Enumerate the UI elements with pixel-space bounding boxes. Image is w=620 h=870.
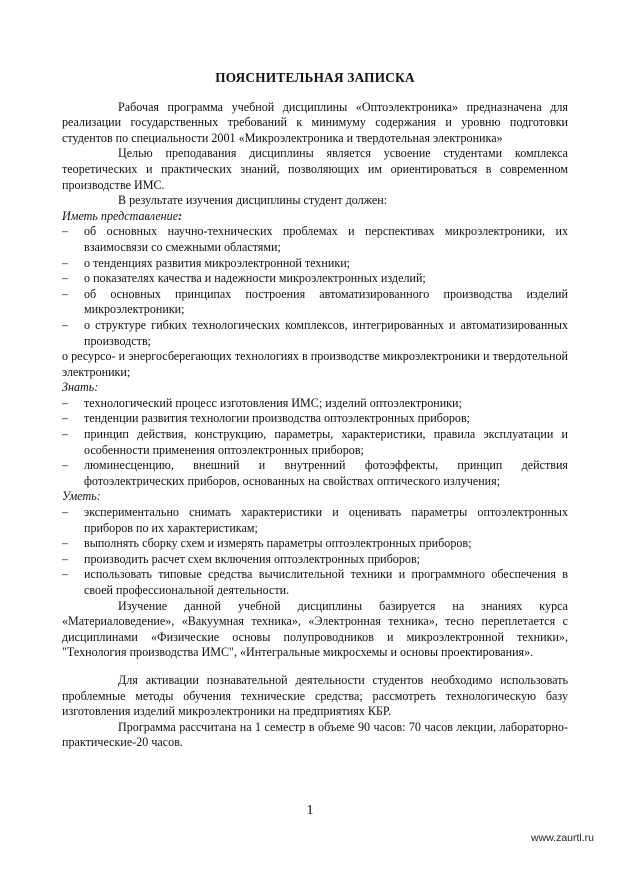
list-item: – об основных научно-технических проблемах и перспективах микроэлектроники, их взаимосвязи со смежными областями; xyxy=(62,224,568,254)
intro-paragraph-result: В результате изучения дисциплины студент должен: xyxy=(118,193,388,208)
list-item: – технологический процесс изготовления ИМС; изделий оптоэлектроники; xyxy=(62,395,462,410)
skills-list xyxy=(62,505,568,599)
page-number: 1 xyxy=(306,803,314,818)
list-item: – выполнять сборку схем и измерять параметры оптоэлектронных приборов; xyxy=(62,536,472,551)
outro-paragraph-methods: Для активации познавательной деятельности студентов необходимо использовать проблемные методы обучения технические средства; рассмотреть технологическую базу изготовления изделий микроэлектроники на предприятиях КБР. xyxy=(62,672,568,719)
list-item: – о показателях качества и надежности микроэлектронных изделий; xyxy=(62,271,426,286)
list-item: – экспериментально снимать характеристики и оценивать параметры оптоэлектронных приборов по их характеристикам; xyxy=(62,505,568,535)
list-item: – производить расчет схем включения оптоэлектронных приборов; xyxy=(62,551,421,566)
list-item: – об основных принципах построения автоматизированного производства изделий микроэлектроники; xyxy=(62,286,568,317)
document-title: ПОЯСНИТЕЛЬНАЯ ЗАПИСКА xyxy=(215,70,415,85)
list-item: – о структуре гибких технологических комплексов, интегрированных и автоматизированных производств; xyxy=(62,317,568,348)
outro-paragraph-basis: Изучение данной учебной дисциплины базируется на знаниях курса «Материаловедение», «Вакуумная техника», «Электронная техника», тесно переплетается с дисциплинами «Физические основы полупроводников и микроэлектронной техники», "Технология производства ИМС", «Интегральные микросхемы и основы проектирования». xyxy=(62,598,568,660)
intro-paragraph-goal: Целью преподавания дисциплины является усвоение студентами комплекса теоретических и практических знаний, позволяющих им ориентироваться в современном производстве ИМС. xyxy=(62,146,568,192)
section-label-concept: Иметь представление: xyxy=(62,208,183,223)
site-watermark: www.zaurtl.ru xyxy=(530,832,594,844)
list-item: – люминесценцию, внешний и внутренний фотоэффекты, принцип действия фотоэлектрических приборов, основанных на свойствах оптического излучения; xyxy=(62,458,568,488)
concept-tail: о ресурсо- и энергосберегающих технологиях в производстве микроэлектроники и твердотельной электроники; xyxy=(62,349,568,379)
concept-list xyxy=(62,224,568,349)
list-item: – принцип действия, конструкцию, параметры, характеристики, правила эксплуатации и особенности применения оптоэлектронных приборов; xyxy=(62,427,568,457)
list-item: – о тенденциях развития микроэлектронной техники; xyxy=(62,255,351,270)
intro-paragraph-purpose: Рабочая программа учебной дисциплины «Оптоэлектроника» предназначена для реализации государственных требований к минимуму содержания и уровню подготовки студентов по специальности 2001 «Микроэлектроника и твердотельная электроника» xyxy=(62,99,568,145)
list-item: – тенденции развития технологии производства оптоэлектронных приборов; xyxy=(62,411,471,426)
outro-paragraph-hours: Программа рассчитана на 1 семестр в объеме 90 часов: 70 часов лекции, лабораторно-практические-20 часов. xyxy=(62,719,568,750)
section-label-know: Знать: xyxy=(62,380,99,395)
document-page xyxy=(62,70,568,751)
list-item: – использовать типовые средства вычислительной техники и программного обеспечения в своей профессиональной деятельности. xyxy=(62,567,568,597)
section-label-skills: Уметь: xyxy=(62,489,101,504)
know-list xyxy=(62,396,568,490)
